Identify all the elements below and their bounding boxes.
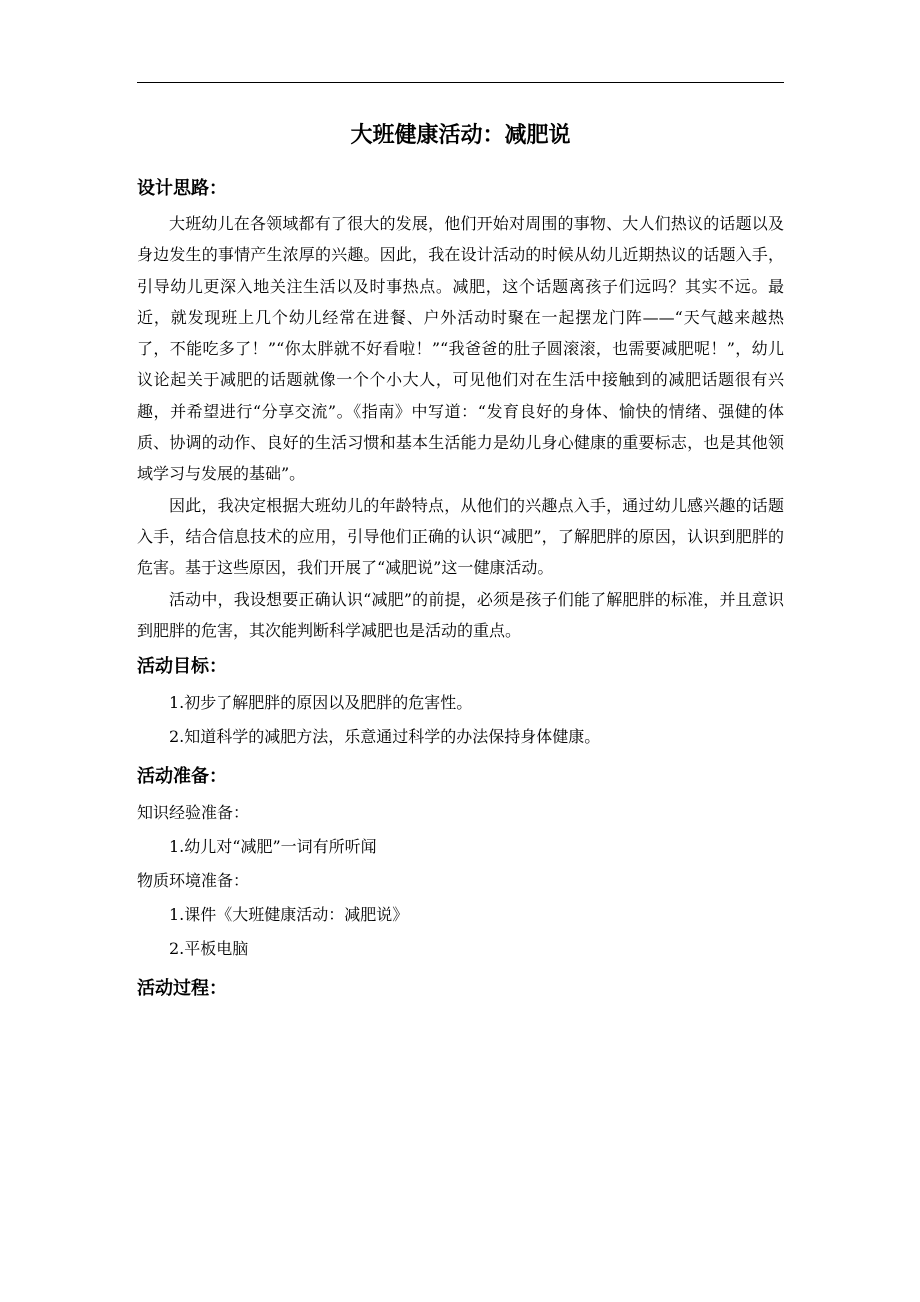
document-title: 大班健康活动：减肥说 [350,123,571,148]
prep-knowledge-item-1: 1.幼儿对“减肥”一词有所听闻 [169,837,377,857]
goal-item-2: 2.知道科学的减肥方法，乐意通过科学的办法保持身体健康。 [169,727,601,747]
prep-material-item-1: 1.课件《大班健康活动：减肥说》 [169,905,409,925]
prep-material-item-2: 2.平板电脑 [169,939,249,959]
section-heading-prep: 活动准备： [137,766,227,788]
section-heading-goals: 活动目标： [137,656,227,678]
section-heading-process: 活动过程： [137,978,227,1000]
header-rule [137,82,784,83]
section-heading-design: 设计思路： [137,178,227,199]
prep-knowledge-label: 知识经验准备： [137,803,250,823]
goal-item-1: 1.初步了解肥胖的原因以及肥胖的危害性。 [169,693,473,713]
design-paragraph-2: 因此，我决定根据大班幼儿的年龄特点，从他们的兴趣点入手，通过幼儿感兴趣的话题入手，结合信息技术的应用，引导他们正确的认识“减肥”，了解肥胖的原因，认识到肥胖的危害。基于这些原因，我们开展了“减肥说”这一健康活动。 [137,495,784,578]
design-paragraph-1: 大班幼儿在各领域都有了很大的发展，他们开始对周围的事物、大人们热议的话题以及身边发生的事情产生浓厚的兴趣。因此，我在设计活动的时候从幼儿近期热议的话题入手，引导幼儿更深入地关注生活以及时事热点。减肥，这个话题离孩子们远吗？其实不远。最近，就发现班上几个幼儿经常在进餐、户外活动时聚在一起摆龙门阵——“天气越来越热了，不能吃多了！”“你太胖就不好看啦！”“我爸爸的肚子圆滚滚，也需要减肥呢！”，幼儿议论起关于减肥的话题就像一个个小大人，可见他们对在生活中接触到的减肥话题很有兴趣，并希望进行“分享交流”。《指南》中写道：“发育良好的身体、愉快的情绪、强健的体质、协调的动作、良好的生活习惯和基本生活能力是幼儿身心健康的重要标志，也是其他领域学习与发展的基础”。 [137,214,784,484]
document-body [137,170,784,1008]
prep-material-label: 物质环境准备： [137,871,250,891]
design-paragraph-3: 活动中，我设想要正确认识“减肥”的前提，必须是孩子们能了解肥胖的标准，并且意识到肥胖的危害，其次能判断科学减肥也是活动的重点。 [137,589,784,640]
